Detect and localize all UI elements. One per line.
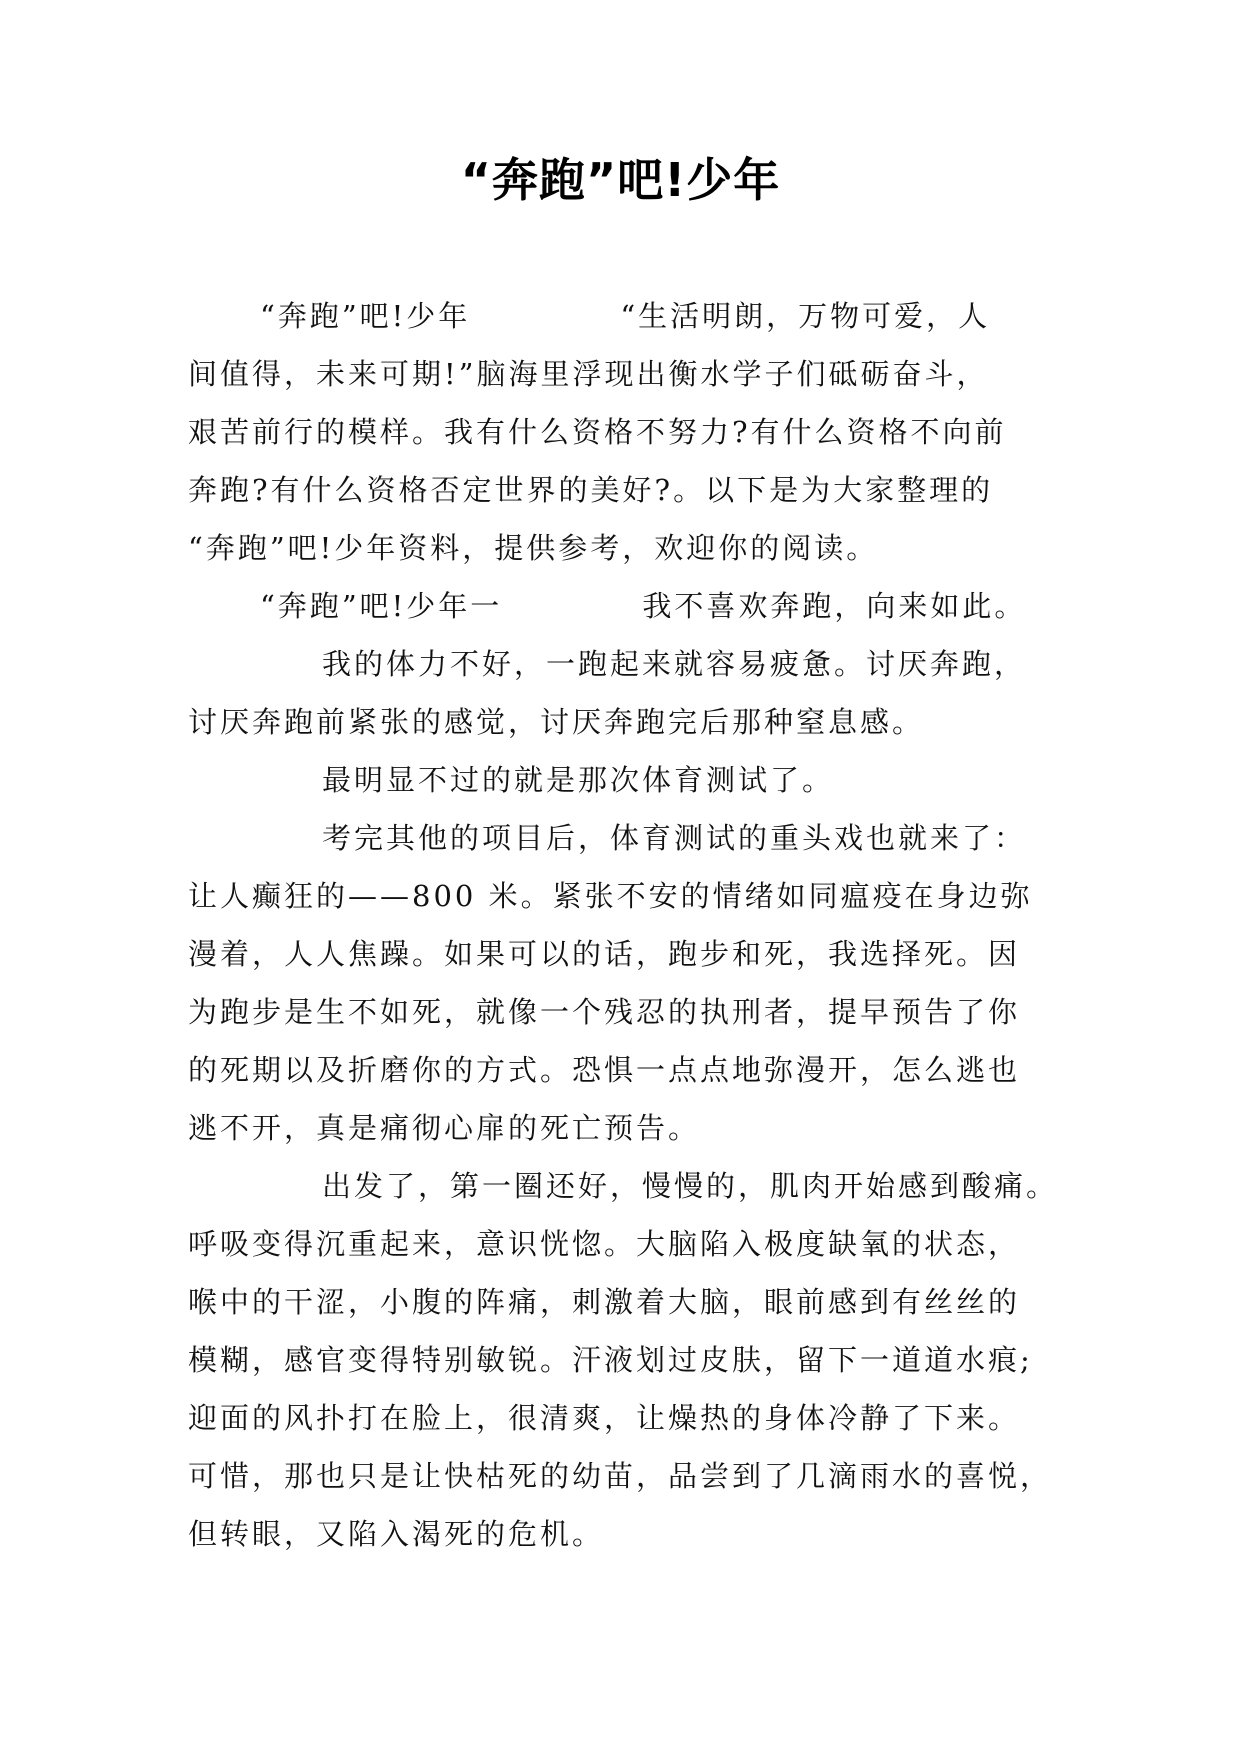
p4-line-5: 迎面的风扑打在脸上，很清爽，让燥热的身体冷静了下来。 xyxy=(188,1401,1021,1435)
intro-text-1: “生活明朗，万物可爱，人 xyxy=(620,299,991,333)
p3-line-1: 考完其他的项目后，体育测试的重头戏也就来了： xyxy=(322,821,1027,855)
p4-line-1: 出发了，第一圈还好，慢慢的，肌肉开始感到酸痛。 xyxy=(322,1169,1059,1203)
intro-line-2: 间值得，未来可期!”脑海里浮现出衡水学子们砥砺奋斗， xyxy=(188,357,989,391)
document-body xyxy=(188,287,1068,1563)
intro-line-5: “奔跑”吧!少年资料，提供参考，欢迎你的阅读。 xyxy=(188,531,879,565)
document-title: “奔跑”吧!少年 xyxy=(460,153,781,207)
intro-line-1 xyxy=(188,287,1068,345)
p3-line-6: 逃不开，真是痛彻心扉的死亡预告。 xyxy=(188,1111,701,1145)
p3-line-4: 为跑步是生不如死，就像一个残忍的执刑者，提早预告了你 xyxy=(188,995,1021,1029)
p3-line-3: 漫着，人人焦躁。如果可以的话，跑步和死，我选择死。因 xyxy=(188,937,1021,971)
p3-line-5: 的死期以及折磨你的方式。恐惧一点点地弥漫开，怎么逃也 xyxy=(188,1053,1021,1087)
section-1-line xyxy=(188,577,1068,635)
p2-line-1: 最明显不过的就是那次体育测试了。 xyxy=(322,763,835,797)
p4-line-6: 可惜，那也只是让快枯死的幼苗，品尝到了几滴雨水的喜悦， xyxy=(188,1459,1053,1493)
intro-line-3: 艰苦前行的模样。我有什么资格不努力?有什么资格不向前 xyxy=(188,415,1007,449)
p4-line-7: 但转眼，又陷入渴死的危机。 xyxy=(188,1517,605,1551)
p4-line-4: 模糊，感官变得特别敏锐。汗液划过皮肤，留下一道道水痕; xyxy=(188,1343,1033,1377)
p1-line-1: 我的体力不好，一跑起来就容易疲惫。讨厌奔跑， xyxy=(322,647,1027,681)
p4-line-2: 呼吸变得沉重起来，意识恍惚。大脑陷入极度缺氧的状态， xyxy=(188,1227,1021,1261)
intro-line-4: 奔跑?有什么资格否定世界的美好?。以下是为大家整理的 xyxy=(188,473,994,507)
p4-line-3: 喉中的干涩，小腹的阵痛，刺激着大脑，眼前感到有丝丝的 xyxy=(188,1285,1021,1319)
intro-heading: “奔跑”吧!少年 xyxy=(260,299,471,333)
p3-line-2: 让人癫狂的——800 米。紧张不安的情绪如同瘟疫在身边弥 xyxy=(188,879,1033,913)
section-1-heading: “奔跑”吧!少年一 xyxy=(260,589,503,623)
section-1-first-sentence: 我不喜欢奔跑，向来如此。 xyxy=(642,589,1027,623)
p1-line-2: 讨厌奔跑前紧张的感觉，讨厌奔跑完后那种窒息感。 xyxy=(188,705,925,739)
